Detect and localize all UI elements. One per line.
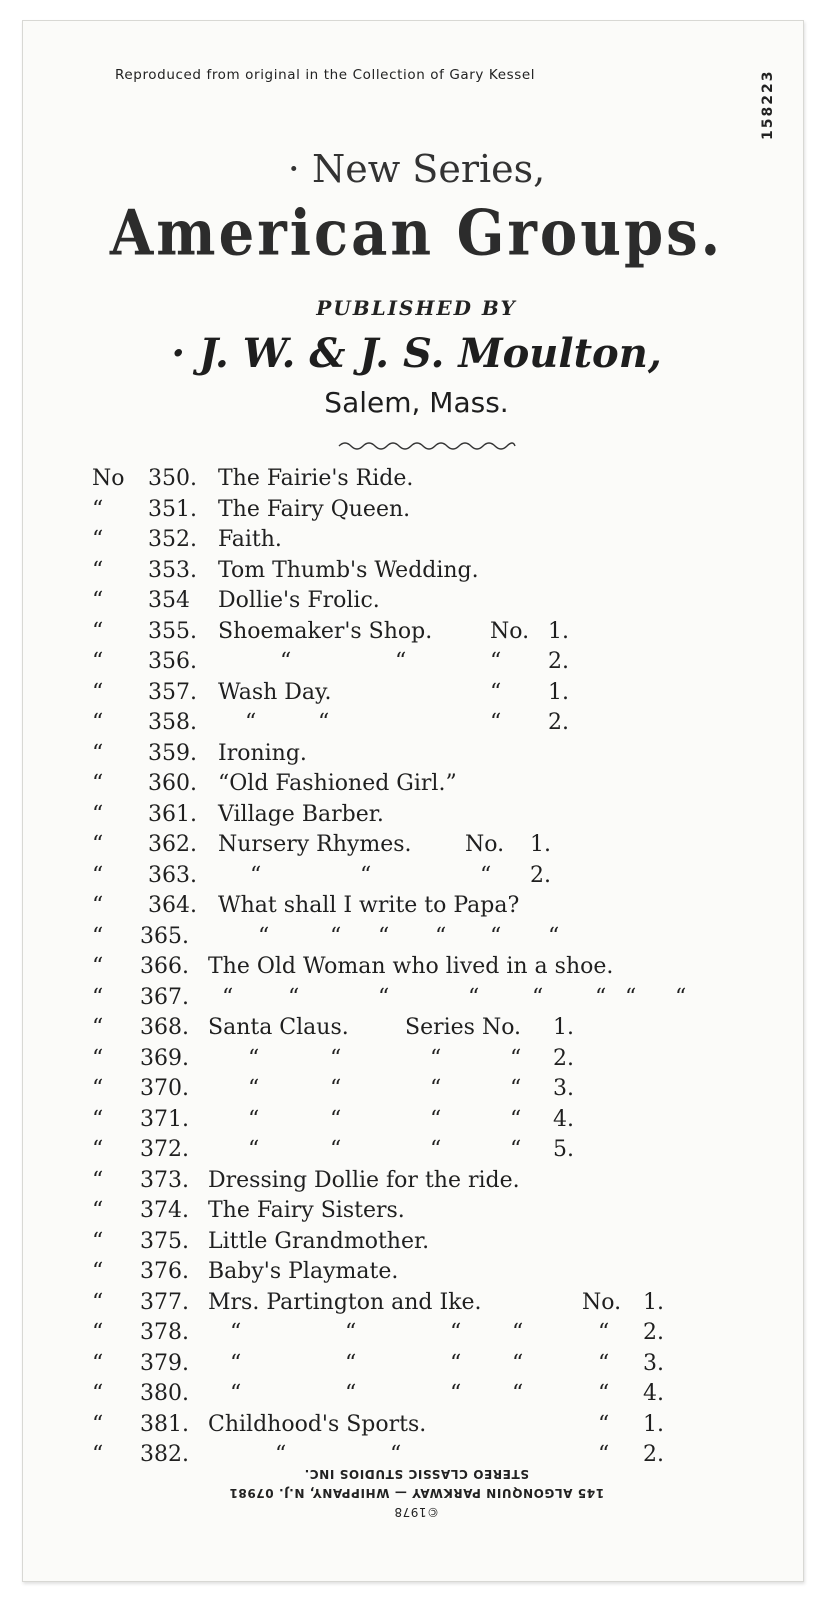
ditto-mark: “ — [512, 1320, 524, 1345]
entry-mark: “ — [92, 740, 104, 766]
entry-mark: “ — [92, 984, 104, 1010]
entry-number: 360. — [148, 771, 197, 796]
entry-number: 366. — [140, 954, 189, 979]
entry-mark: “ — [92, 1167, 104, 1193]
list-item — [0, 619, 833, 647]
ditto-mark: “ — [395, 649, 407, 674]
entry-number: 359. — [148, 740, 197, 766]
ditto-mark: “ — [595, 984, 607, 1010]
series-label: “ — [490, 679, 502, 705]
ditto-mark: “ — [248, 1106, 260, 1132]
entry-number: 377. — [140, 1289, 189, 1315]
entry-mark: “ — [92, 923, 104, 949]
entry-title: Dollie's Frolic. — [218, 588, 380, 613]
list-item — [0, 924, 833, 952]
ditto-mark: “ — [345, 1320, 357, 1345]
decorative-flourish — [337, 438, 517, 454]
ditto-mark: “ — [378, 984, 390, 1010]
ditto-mark: “ — [330, 1137, 342, 1162]
series-text: New Series, — [311, 147, 546, 191]
entry-number: 367. — [140, 984, 189, 1010]
list-item — [0, 710, 833, 738]
entry-mark: “ — [92, 527, 104, 552]
entry-title: The Fairy Queen. — [218, 496, 411, 522]
entry-mark: “ — [92, 1198, 104, 1223]
series-number: 2. — [548, 649, 569, 674]
ditto-mark: “ — [532, 984, 544, 1010]
series-number: 3. — [643, 1350, 664, 1376]
entry-number: 381. — [140, 1411, 189, 1437]
ditto-mark: “ — [222, 984, 234, 1010]
entry-mark: “ — [92, 1076, 104, 1101]
entry-number: 378. — [140, 1320, 189, 1345]
entry-mark: “ — [92, 679, 104, 705]
list-item — [0, 497, 833, 525]
series-label: “ — [598, 1350, 610, 1376]
entry-title: Santa Claus. — [208, 1015, 349, 1040]
ditto-mark: “ — [430, 1106, 442, 1132]
series-number: 1. — [548, 679, 569, 705]
list-item — [0, 893, 833, 921]
ditto-mark: “ — [450, 1320, 462, 1345]
list-item — [0, 1381, 833, 1409]
list-item — [0, 1198, 833, 1226]
entry-number: 382. — [140, 1442, 189, 1467]
list-item — [0, 1290, 833, 1318]
entry-mark: “ — [92, 618, 104, 644]
list-item — [0, 680, 833, 708]
series-number: 1. — [643, 1411, 664, 1437]
series-label: “ — [490, 710, 502, 735]
entry-mark: No — [92, 466, 125, 491]
series-number: 4. — [643, 1381, 664, 1406]
ditto-mark: “ — [245, 710, 257, 735]
series-number: 2. — [548, 710, 569, 735]
ditto-mark: “ — [330, 1106, 342, 1132]
list-item — [0, 1076, 833, 1104]
entry-title: Wash Day. — [218, 679, 332, 705]
catalog-number: 158223 — [760, 69, 776, 140]
series-label: “ — [598, 1442, 610, 1467]
list-item — [0, 1320, 833, 1348]
entry-mark: “ — [92, 1228, 104, 1254]
entry-title: Mrs. Partington and Ike. — [208, 1289, 482, 1315]
entry-title: The Fairie's Ride. — [218, 466, 414, 491]
published-by: PUBLISHED BY — [316, 296, 517, 320]
series-label: “ — [598, 1320, 610, 1345]
entry-title: Nursery Rhymes. — [218, 832, 412, 857]
series-label: “ — [480, 862, 492, 888]
series-number: 3. — [553, 1076, 574, 1101]
entry-number: 352. — [148, 527, 197, 552]
entry-title: Baby's Playmate. — [208, 1259, 399, 1284]
list-item — [0, 954, 833, 982]
ditto-mark: “ — [430, 1076, 442, 1101]
ditto-mark: “ — [548, 923, 560, 949]
entry-number: 365. — [140, 923, 189, 949]
series-label: “ — [510, 1106, 522, 1132]
ditto-mark: “ — [430, 1045, 442, 1071]
ditto-mark: “ — [248, 1137, 260, 1162]
list-item — [0, 1046, 833, 1074]
ditto-mark: “ — [248, 1076, 260, 1101]
ditto-mark: “ — [230, 1320, 242, 1345]
series-label: No. — [490, 618, 530, 644]
entry-number: 372. — [140, 1137, 189, 1162]
ditto-mark: “ — [345, 1381, 357, 1406]
entry-title: Ironing. — [218, 740, 307, 766]
entry-mark: “ — [92, 801, 104, 827]
ditto-mark: “ — [450, 1381, 462, 1406]
list-item — [0, 741, 833, 769]
ditto-mark: “ — [378, 923, 390, 949]
list-item — [0, 1229, 833, 1257]
entry-title: Dressing Dollie for the ride. — [208, 1167, 520, 1193]
entry-mark: “ — [92, 1106, 104, 1132]
list-item — [0, 1412, 833, 1440]
list-item — [0, 1107, 833, 1135]
list-item — [0, 1259, 833, 1287]
series-label: “ — [510, 1076, 522, 1101]
ditto-mark: “ — [468, 984, 480, 1010]
entry-mark: “ — [92, 1320, 104, 1345]
list-item — [0, 802, 833, 830]
series-label: “ — [598, 1381, 610, 1406]
entry-title: Shoemaker's Shop. — [218, 618, 433, 644]
series-number: 1. — [548, 618, 569, 644]
list-item — [0, 466, 833, 494]
series-number: 5. — [553, 1137, 574, 1162]
entry-title: What shall I write to Papa? — [218, 893, 520, 918]
list-item — [0, 771, 833, 799]
entry-number: 362. — [148, 832, 197, 857]
entry-mark: “ — [92, 1259, 104, 1284]
entry-number: 370. — [140, 1076, 189, 1101]
entry-number: 373. — [140, 1167, 189, 1193]
list-item — [0, 527, 833, 555]
ditto-mark: “ — [230, 1381, 242, 1406]
entry-title: The Old Woman who lived in a shoe. — [208, 954, 614, 979]
ditto-mark: “ — [230, 1350, 242, 1376]
entry-number: 350. — [148, 466, 197, 491]
series-number: 2. — [530, 862, 551, 888]
ditto-mark: “ — [512, 1381, 524, 1406]
series-label: “ — [598, 1411, 610, 1437]
series-number: 4. — [553, 1106, 574, 1132]
entry-number: 374. — [140, 1198, 189, 1223]
ditto-mark: “ — [360, 862, 372, 888]
entry-mark: “ — [92, 1015, 104, 1040]
series-number: 1. — [530, 832, 551, 857]
entry-mark: “ — [92, 1045, 104, 1071]
copyright-notice: ©1978 — [393, 1505, 440, 1519]
list-item — [0, 832, 833, 860]
entry-number: 355. — [148, 618, 197, 644]
collection-credit: Reproduced from original in the Collection of Gary Kessel — [115, 67, 536, 83]
ditto-mark: “ — [330, 923, 342, 949]
series-number: 2. — [643, 1320, 664, 1345]
entry-mark: “ — [92, 893, 104, 918]
series-label: “ — [510, 1045, 522, 1071]
entry-number: 363. — [148, 862, 197, 888]
ditto-mark: “ — [430, 1137, 442, 1162]
ditto-mark: “ — [435, 923, 447, 949]
entry-number: 368. — [140, 1015, 189, 1040]
entry-title: Village Barber. — [218, 801, 384, 827]
ditto-mark: “ — [490, 923, 502, 949]
entry-mark: “ — [92, 1350, 104, 1376]
series-label: “ — [490, 649, 502, 674]
list-item — [0, 863, 833, 891]
entry-mark: “ — [92, 1411, 104, 1437]
ditto-mark: “ — [248, 1045, 260, 1071]
ditto-mark: “ — [280, 649, 292, 674]
ditto-mark: “ — [330, 1045, 342, 1071]
entry-title: Little Grandmother. — [208, 1228, 430, 1254]
entry-mark: “ — [92, 1442, 104, 1467]
list-item — [0, 985, 833, 1013]
series-number: 1. — [643, 1289, 664, 1315]
entry-mark: “ — [92, 1289, 104, 1315]
ditto-mark: “ — [345, 1350, 357, 1376]
publisher-text: J. W. & J. S. Moulton, — [199, 330, 662, 377]
series-heading: · New Series, — [287, 147, 546, 191]
entry-mark: “ — [92, 1137, 104, 1162]
entry-number: 354 — [148, 588, 190, 613]
ditto-mark: “ — [275, 1442, 287, 1467]
series-number: 2. — [643, 1442, 664, 1467]
entry-mark: “ — [92, 588, 104, 613]
entry-number: 376. — [140, 1259, 189, 1284]
entry-number: 353. — [148, 557, 197, 583]
ditto-mark: “ — [330, 1076, 342, 1101]
entry-mark: “ — [92, 954, 104, 979]
series-label: No. — [465, 832, 505, 857]
entry-number: 358. — [148, 710, 197, 735]
list-item — [0, 1351, 833, 1379]
publisher-city: Salem, Mass. — [324, 386, 509, 419]
entry-title: Childhood's Sports. — [208, 1411, 427, 1437]
title-heading: American Groups. — [109, 196, 724, 270]
entry-number: 364. — [148, 893, 197, 918]
ditto-mark: “ — [625, 984, 637, 1010]
list-item — [0, 1015, 833, 1043]
ditto-mark: “ — [512, 1350, 524, 1376]
list-item — [0, 1137, 833, 1165]
entry-title: Tom Thumb's Wedding. — [218, 557, 479, 583]
ditto-mark: “ — [318, 710, 330, 735]
entry-mark: “ — [92, 649, 104, 674]
entry-number: 356. — [148, 649, 197, 674]
entry-number: 371. — [140, 1106, 189, 1132]
entry-number: 379. — [140, 1350, 189, 1376]
publisher-company: STEREO CLASSIC STUDIOS INC. — [304, 1467, 529, 1481]
entry-mark: “ — [92, 710, 104, 735]
entry-title: The Fairy Sisters. — [208, 1198, 405, 1223]
publisher-address: 145 ALGONQUIN PARKWAY — WHIPPANY, N.J. 07981 — [228, 1486, 605, 1500]
entry-mark: “ — [92, 832, 104, 857]
list-item — [0, 588, 833, 616]
entry-mark: “ — [92, 496, 104, 522]
entry-number: 380. — [140, 1381, 189, 1406]
entry-mark: “ — [92, 771, 104, 796]
entry-number: 357. — [148, 679, 197, 705]
series-number: 1. — [553, 1015, 574, 1040]
entry-number: 361. — [148, 801, 197, 827]
entry-number: 369. — [140, 1045, 189, 1071]
series-label: No. — [582, 1289, 622, 1315]
publisher-footer — [0, 1464, 833, 1521]
entry-title: Faith. — [218, 527, 282, 552]
ditto-mark: “ — [250, 862, 262, 888]
entry-number: 375. — [140, 1228, 189, 1254]
ditto-mark: “ — [288, 984, 300, 1010]
series-label: Series No. — [405, 1015, 522, 1040]
publisher-name: · J. W. & J. S. Moulton, — [171, 330, 662, 377]
ditto-mark: “ — [675, 984, 687, 1010]
list-item — [0, 558, 833, 586]
entry-title: “Old Fashioned Girl.” — [218, 771, 457, 796]
ditto-mark: “ — [450, 1350, 462, 1376]
ditto-mark: “ — [258, 923, 270, 949]
series-label: “ — [510, 1137, 522, 1162]
list-item — [0, 649, 833, 677]
list-item — [0, 1168, 833, 1196]
entry-mark: “ — [92, 1381, 104, 1406]
series-number: 2. — [553, 1045, 574, 1071]
ditto-mark: “ — [390, 1442, 402, 1467]
entry-number: 351. — [148, 496, 197, 522]
entry-mark: “ — [92, 862, 104, 888]
entry-mark: “ — [92, 557, 104, 583]
